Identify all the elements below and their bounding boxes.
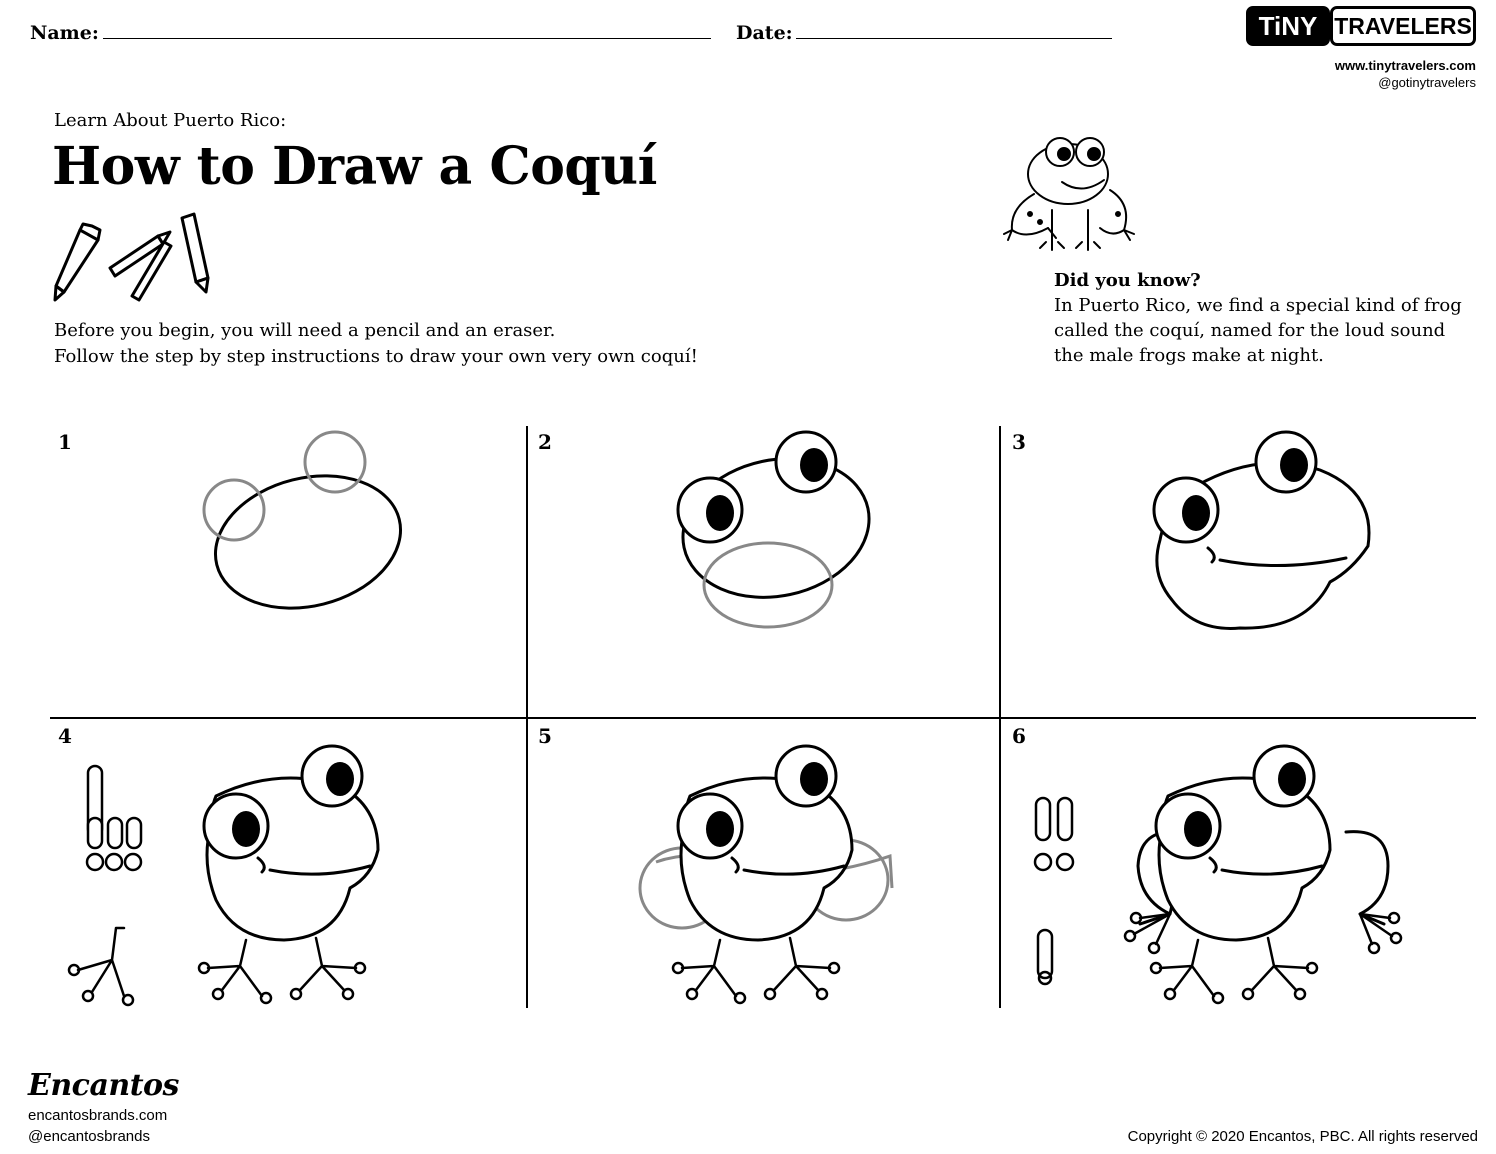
kicker: Learn About Puerto Rico: <box>54 110 287 131</box>
encantos-logo: Encantos <box>28 1068 179 1103</box>
logo-travelers: TRAVELERS <box>1330 6 1476 46</box>
intro-line-1: Before you begin, you will need a pencil and an eraser. <box>54 320 556 341</box>
copyright: Copyright © 2020 Encantos, PBC. All rights reserved <box>1127 1128 1478 1145</box>
fact-line-2: called the coquí, named for the loud sound <box>1054 320 1446 341</box>
brand-website: www.tinytravelers.com <box>1334 58 1476 73</box>
page-title: How to Draw a Coquí <box>52 136 657 197</box>
step-number-1: 1 <box>58 430 72 454</box>
intro-line-2: Follow the step by step instructions to draw your own very own coquí! <box>54 346 698 367</box>
fact-line-3: the male frogs make at night. <box>1054 345 1324 366</box>
step-number-6: 6 <box>1012 724 1026 748</box>
step-number-3: 3 <box>1012 430 1026 454</box>
step-number-4: 4 <box>58 724 72 748</box>
footer-website: encantosbrands.com <box>28 1107 168 1124</box>
fact-heading: Did you know? <box>1054 270 1201 291</box>
brand-handle: @gotinytravelers <box>1378 75 1476 90</box>
fact-line-1: In Puerto Rico, we find a special kind of frog <box>1054 295 1462 316</box>
footer-handle: @encantosbrands <box>28 1128 150 1145</box>
name-label: Name: <box>30 22 99 44</box>
step-number-5: 5 <box>538 724 552 748</box>
date-label: Date: <box>736 22 793 44</box>
step-number-2: 2 <box>538 430 552 454</box>
logo-tiny: TiNY <box>1246 6 1330 46</box>
